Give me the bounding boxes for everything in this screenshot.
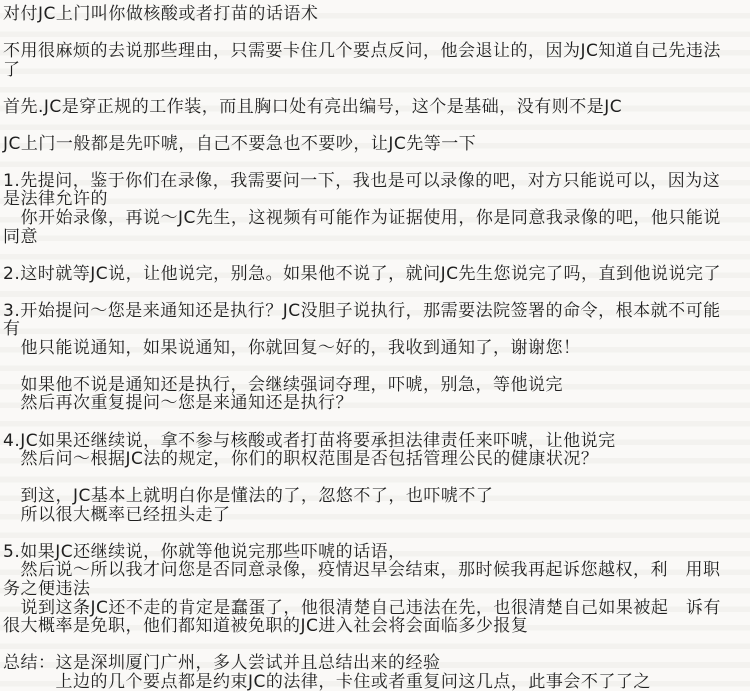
text-line	[3, 153, 749, 172]
text-line	[3, 116, 749, 135]
text-line	[3, 636, 749, 655]
text-line: 首先.JC是穿正规的工作装，而且胸口处有亮出编号，这个是基础，没有则不是JC	[3, 96, 623, 117]
text-line: 1.先提问，鉴于你们在录像，我需要问一下，我也是可以录像的吧，对方只能说可以，因为这	[3, 170, 721, 191]
text-line	[3, 524, 749, 543]
text-line: 他只能说通知，如果说通知，你就回复～好的，我收到通知了，谢谢您！	[3, 337, 581, 358]
text-line: 同意	[3, 226, 38, 247]
text-line: 5.如果JC还继续说，你就等他说完那些吓唬的话语，	[3, 541, 406, 562]
text-line: 2.这时就等JC说，让他说完，别急。如果他不说了，就问JC先生您说完了吗，直到他说说完了	[3, 263, 721, 284]
document-title: 对付JC上门叫你做核酸或者打苗的话语术	[3, 4, 319, 24]
text-line: 有	[3, 319, 21, 340]
text-line: 总结：这是深圳厦门广州，多人尝试并且总结出来的经验	[3, 653, 441, 674]
text-line: 然后说～所以我才问您是否同意录像，疫情迟早会结束，那时候我再起诉您越权，利 用职	[3, 560, 721, 581]
text-line: 了	[3, 59, 21, 80]
text-line: 是法律允许的	[3, 189, 108, 210]
text-line	[3, 24, 749, 43]
text-line: 所以很大概率已经扭头走了	[3, 504, 231, 525]
text-line: 3.开始提问～您是来通知还是执行？JC没胆子说执行，那需要法院签署的命令，根本就不可能	[3, 300, 721, 321]
text-line	[3, 283, 749, 302]
text-line	[3, 357, 749, 376]
text-line: 然后再次重复提问～您是来通知还是执行？	[3, 393, 353, 414]
text-line	[3, 79, 749, 98]
text-line: 务之便违法	[3, 578, 91, 599]
text-line	[3, 469, 749, 488]
text-line	[3, 413, 749, 432]
text-line: 然后问～根据JC法的规定，你们的职权范围是否包括管理公民的健康状况？	[3, 449, 599, 470]
text-line: 说到这条JC还不走的肯定是蠢蛋了，他很清楚自己违法在先，也很清楚自己如果被起 诉有	[3, 597, 721, 618]
text-line: 到这，JC基本上就明白你是懂法的了，忽悠不了，也吓唬不了	[3, 486, 494, 507]
text-line: 如果他不说是通知还是执行，会继续强词夺理，吓唬，别急，等他说完	[3, 374, 563, 395]
text-line: 很大概率是免职，他们都知道被免职的JC进入社会将会面临多少报复	[3, 616, 529, 637]
text-line: 上边的几个要点都是约束JC的法律，卡住或者重复问这几点，此事会不了了之	[3, 671, 651, 691]
text-line: 不用很麻烦的去说那些理由，只需要卡住几个要点反问，他会退让的，因为JC知道自己先违法	[3, 41, 721, 62]
text-line: 你开始录像，再说～JC先生，这视频有可能作为证据使用，你是同意我录像的吧，他只能说	[3, 208, 721, 229]
text-line: 4.JC如果还继续说，拿不参与核酸或者打苗将要承担法律责任来吓唬，让他说完	[3, 430, 616, 451]
text-line	[3, 246, 749, 265]
text-line: JC上门一般都是先吓唬，自己不要急也不要吵，让JC先等一下	[3, 133, 477, 154]
